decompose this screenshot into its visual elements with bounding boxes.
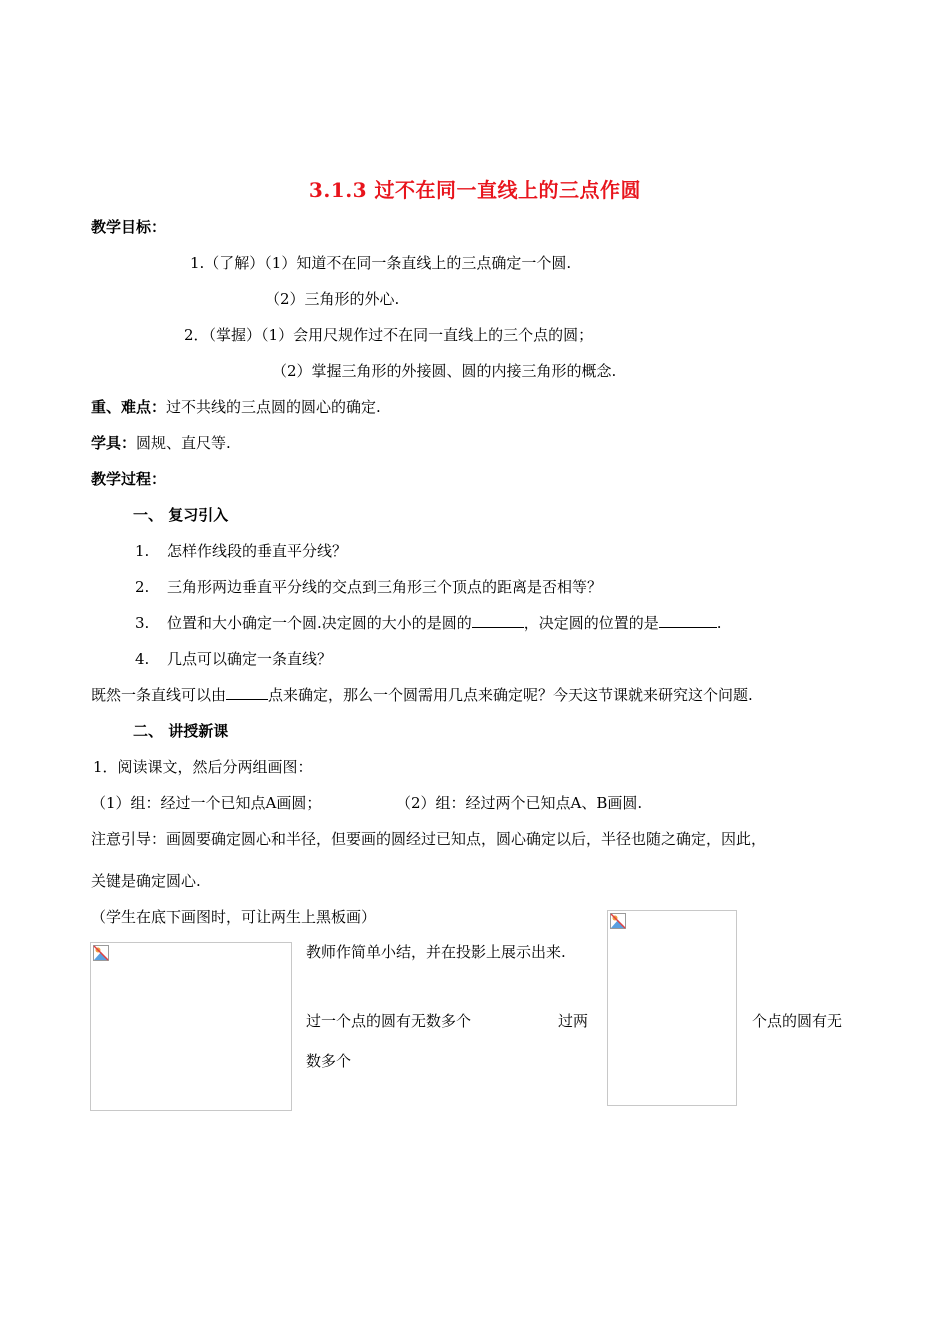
two-point-circles-a: 过两 (558, 1012, 589, 1030)
document-title: 3.1.3 过不在同一直线上的三点作圆 (308, 178, 642, 202)
tools-label: 学具： (91, 434, 137, 452)
key-points (91, 397, 381, 417)
review-item-3-num: 3. (135, 614, 150, 632)
figure-two-points-placeholder (607, 910, 737, 1106)
objectives-heading: 教学目标： (91, 218, 167, 236)
review-item-3 (135, 613, 722, 633)
fill-blank-1[interactable] (472, 613, 524, 628)
teacher-summary: 教师作简单小结，并在投影上展示出来. (306, 943, 566, 961)
broken-image-icon (610, 913, 626, 929)
review-item-2-text: 三角形两边垂直平分线的交点到三角形三个顶点的距离是否相等？ (167, 578, 603, 596)
key-points-label: 重、难点： (91, 398, 167, 416)
review-item-1-num: 1. (135, 542, 150, 560)
review-item-1 (135, 541, 347, 561)
fill-blank-2[interactable] (659, 613, 717, 628)
section2-heading: 二、 讲授新课 (133, 722, 229, 740)
group-1: （1）组：经过一个已知点A画圆； (91, 794, 322, 812)
review-item-4-num: 4. (135, 650, 150, 668)
step-1: 1．阅读课文，然后分两组画图： (93, 758, 313, 776)
students-note: （学生在底下画图时，可让两生上黑板画） (91, 908, 377, 926)
key-points-text: 过不共线的三点圆的圆心的确定. (166, 398, 381, 416)
review-item-1-text: 怎样作线段的垂直平分线？ (167, 542, 348, 560)
objective-1-prefix: 1.（了解）（1） (190, 254, 297, 272)
objective-2 (184, 325, 593, 345)
section1-heading: 一、 复习引入 (133, 506, 229, 524)
review-item-3-text-a: 位置和大小确定一个圆.决定圆的大小的是圆的 (167, 614, 472, 632)
tools-text: 圆规、直尺等. (136, 434, 231, 452)
review-item-2 (135, 577, 602, 597)
objective-1-text: 知道不在同一条直线上的三点确定一个圆. (296, 254, 572, 272)
review-item-3-text-c: . (716, 614, 722, 632)
fill-blank-3[interactable] (226, 685, 268, 700)
figure-one-point-placeholder (90, 942, 292, 1111)
review-item-4 (135, 649, 332, 669)
note-line-1: 注意引导：画圆要确定圆心和半径，但要画的圆经过已知点，圆心确定以后，半径也随之确定，因此， (91, 830, 767, 848)
objective-1b: （2）三角形的外心. (265, 290, 400, 308)
process-heading: 教学过程： (91, 470, 167, 488)
objective-2b: （2）掌握三角形的外接圆、圆的内接三角形的概念. (272, 362, 617, 380)
one-point-circles: 过一个点的圆有无数多个 (306, 1012, 472, 1030)
bridge-text-a: 既然一条直线可以由 (91, 686, 227, 704)
objective-2-prefix: 2．（掌握）（1） (184, 326, 294, 344)
two-point-circles-c: 数多个 (306, 1052, 352, 1070)
bridge-text-b: 点来确定，那么一个圆需用几点来确定呢？今天这节课就来研究这个问题. (268, 686, 753, 704)
review-item-4-text: 几点可以确定一条直线？ (167, 650, 333, 668)
note-line-2: 关键是确定圆心. (91, 872, 201, 890)
group-2: （2）组：经过两个已知点A、B画圆. (396, 794, 643, 812)
review-item-3-text-b: ，决定圆的位置的是 (523, 614, 659, 632)
two-point-circles-b: 个点的圆有无 (752, 1012, 843, 1030)
objective-1 (190, 253, 571, 273)
objective-2-text: 会用尺规作过不在同一直线上的三个点的圆； (293, 326, 594, 344)
tools (91, 433, 231, 453)
broken-image-icon (93, 945, 109, 961)
review-item-2-num: 2. (135, 578, 150, 596)
bridge-text (91, 685, 753, 705)
